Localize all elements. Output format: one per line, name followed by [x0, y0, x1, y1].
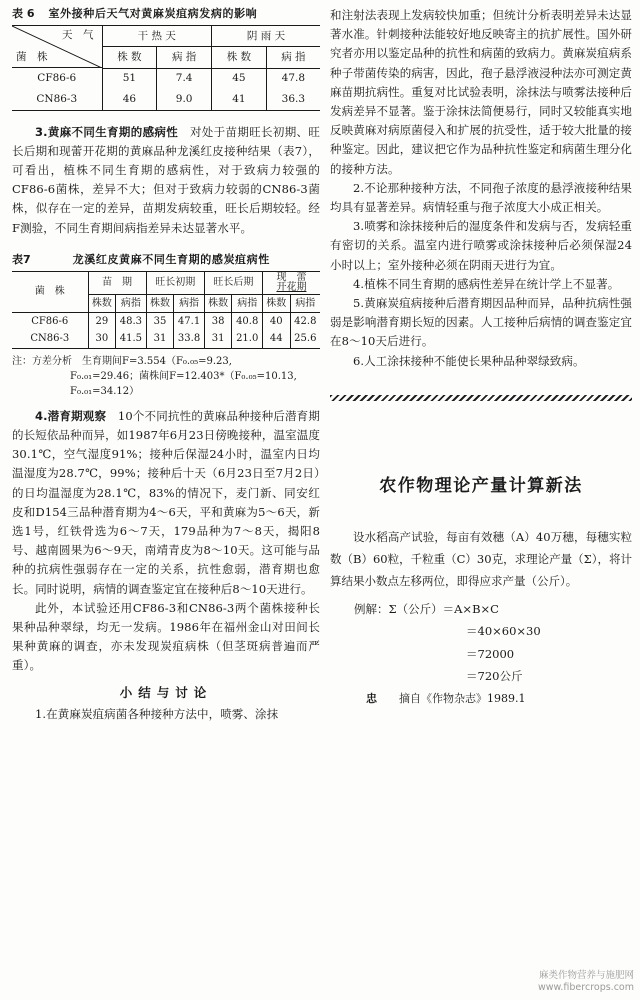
table7-note [12, 354, 320, 399]
paragraph-summary-3: 3.喷雾和涂抹接种后的湿度条件和发病与否，发病轻重有密切的关系。温室内进行喷雾或涂抹接种后必须保湿24小时以上；室外接种必须在阴雨天进行为宜。 [330, 219, 632, 272]
article-title: 农作物理论产量计算新法 [379, 475, 583, 496]
table7-col-strain: 菌 株 [12, 271, 88, 312]
table7-note-line: F₀.₀₁=29.46；菌株间F=12.403*（F₀.₀₅=10.13, [70, 370, 297, 382]
table6-label: 表 6 [12, 7, 35, 20]
table7-col-count: 株数 [88, 294, 116, 312]
table6-cell: 7.4 [157, 68, 212, 89]
table7-cell: 40.8 [232, 312, 262, 330]
table6-corner [12, 26, 102, 68]
table6-group-dry: 干 热 天 [102, 26, 212, 47]
table7-col-count: 株数 [146, 294, 174, 312]
equation-line: ＝720公斤 [466, 669, 523, 684]
right-column [330, 6, 632, 706]
table-row [12, 312, 320, 330]
table6-cell: 45 [212, 68, 267, 89]
paragraph-text: 对处于苗期旺长初期、旺长后期和现蕾开花期的黄麻品种龙溪红皮接种结果（表7），可看出，植株不同生育期的感病性，对于致病力较强的CF86-6菌株，差异不大；但对于致病力较弱的CN86-3菌株，似存在一定的差异，苗期发病较重，旺长后期较轻。经F测验，不同生育期间病指差异未达显著水平。 [12, 124, 320, 235]
paragraph-additional: 此外，本试验还用CF86-3和CN86-3两个菌株接种长果种品种翠绿，均无一发病。1986年在福州金山对田间长果种黄麻的调查，亦未发现炭疽病株（但茎斑病普遍而严重）。 [12, 600, 320, 673]
table7-cell: 44 [262, 330, 290, 348]
table7-cell: 47.1 [174, 312, 204, 330]
table6-corner-strain: 菌 株 [16, 51, 48, 63]
table7-caption [12, 252, 320, 268]
table7-group-seedling: 苗 期 [88, 271, 146, 294]
table7-group-early-growth: 旺长初期 [146, 271, 204, 294]
table6-col-index: 病 指 [157, 47, 212, 68]
table6-col-count: 株 数 [102, 47, 157, 68]
article-body: 设水稻高产试验，每亩有效穗（A）40万穗，每穗实粒数（B）60粒，千粒重（C）30克，求理论产量（Σ），将计算结果小数点左移两位，即得应求产量（公斤）。 [330, 529, 632, 588]
table6-title: 室外接种后天气对黄麻炭疽病发病的影响 [48, 7, 258, 20]
paragraph-incubation [12, 407, 320, 599]
table7-cell: 40 [262, 312, 290, 330]
paragraph-summary-2: 2.不论那种接种方法，不同孢子浓度的悬浮液接种结果均具有显著差异。病情轻重与孢子浓度大小成正相关。 [330, 180, 632, 215]
table7-label: 表7 [12, 252, 31, 266]
section-divider [330, 395, 632, 401]
table6-group-rain: 阴 雨 天 [212, 26, 321, 47]
table6-cell: 41 [212, 89, 267, 110]
table6-corner-weather: 天 气 [62, 29, 94, 41]
table7-title: 龙溪红皮黄麻不同生育期的感炭疽病性 [72, 252, 270, 266]
table6-strain: CN86-3 [36, 92, 78, 105]
table7-group-flowering-line2: 开花期 [276, 281, 307, 293]
equation-line: ＝72000 [466, 646, 515, 661]
table7-cell: 25.6 [290, 330, 320, 348]
table6-cell: 47.8 [266, 68, 320, 89]
paragraph-text: 10个不同抗性的黄麻品种接种后潜育期的长短依品种而异，如1987年6月23日傍晚接种，温室温度30.1℃，空气湿度91%；接种后保湿24小时，温室内日均温湿度为28.7℃，99%；接种后十天（6月23日至7月2日）的日均温湿度为28.1℃，83%的情况下，麦门新、同安红皮和D154三品种潜育期为4～6天，平和黄麻为5～6天，新选1号，红铁骨选为6～7天，179品种为7～8天，揭阳8号、越南圆果为6～9天，南靖青皮为8～10天。这可能与品种的抗病性强弱存在一定的关系，抗性愈弱，潜育期也愈长。同时说明，病情的调查鉴定宜在接种后8～10天进行。 [12, 408, 320, 596]
table7-cell: 33.8 [174, 330, 204, 348]
paragraph-summary-4: 4.植株不同生育期的感病性差异在统计学上不显著。 [353, 276, 620, 291]
table7-cell: 29 [88, 312, 116, 330]
table7 [12, 271, 320, 349]
paragraph-heading: 3.黄麻不同生育期的感病性 [35, 124, 179, 139]
article-source-text: 摘自《作物杂志》1989.1 [399, 691, 526, 705]
table7-col-index: 病指 [290, 294, 320, 312]
table6-cell: 9.0 [157, 89, 212, 110]
table7-cell: 21.0 [232, 330, 262, 348]
table7-cell: 41.5 [116, 330, 146, 348]
table7-col-count: 株数 [204, 294, 232, 312]
section-title-summary: 小结与讨论 [119, 684, 213, 700]
article-author: 忠 [366, 691, 377, 705]
table7-group-flowering-line1: 现 蕾 [276, 271, 307, 283]
paragraph-summary-1: 1.在黄麻炭疽病菌各种接种方法中，喷雾、涂抹 [35, 706, 279, 721]
table7-cell: 31 [204, 330, 232, 348]
worked-example [330, 598, 632, 688]
table7-group-flowering [262, 271, 320, 294]
equation-line: ＝40×60×30 [466, 624, 541, 639]
table7-strain: CF86-6 [31, 315, 69, 327]
paragraph-summary-5: 5.黄麻炭疽病接种后潜育期因品种而异，品种抗病性强弱是影响潜育期长短的因素。人工接种后病情的调查鉴定宜在8～10天后进行。 [330, 296, 632, 349]
table7-col-index: 病指 [174, 294, 204, 312]
table7-col-count: 株数 [262, 294, 290, 312]
table6-col-index: 病 指 [266, 47, 320, 68]
table7-cell: 30 [88, 330, 116, 348]
watermark-url: www.fibercrops.com [537, 982, 634, 993]
table7-col-index: 病指 [116, 294, 146, 312]
table7-cell: 48.3 [116, 312, 146, 330]
table6-caption [12, 6, 320, 22]
paragraph-heading: 4.潜育期观察 [35, 408, 107, 423]
table7-strain: CN86-3 [30, 333, 70, 345]
table7-group-late-growth: 旺长后期 [204, 271, 262, 294]
left-column [12, 6, 320, 724]
table6-cell: 36.3 [266, 89, 320, 110]
table7-cell: 38 [204, 312, 232, 330]
equation-line [354, 598, 632, 621]
table7-cell: 42.8 [290, 312, 320, 330]
article-source [330, 690, 632, 706]
table6-cell: 51 [102, 68, 157, 89]
table-row [12, 68, 320, 89]
table6 [12, 25, 320, 111]
paragraph-continued: 和注射法表现上发病较快加重；但统计分析表明差异未达显著水准。针刺接种法能较好地反映寄主的抗扩展性。国外研究者亦用以鉴定品种的抗性和病菌的致病力。黄麻炭疽病系种子带菌传染的病害，因此，孢子悬浮液浸种法亦可测定黄麻苗期抗病性。重复对比试验表明，涂抹法与喷雾法接种后发病差异不显著。鉴于涂抹法简便易行，同时又较能真实地反映黄麻对病原菌侵入和扩展的抗受性，适于较大批量的接种鉴定。因此，建议把它作为品种抗性鉴定和病菌生理分化的接种方法。 [330, 8, 632, 176]
table-row [12, 330, 320, 348]
equation: Σ（公斤）＝A×B×C [388, 601, 499, 616]
example-label: 例解： [354, 601, 389, 616]
table-row [12, 89, 320, 110]
table7-note-line: 注：方差分析 生育期间F=3.554（F₀.₀₅=9.23, [12, 355, 232, 367]
table7-cell: 31 [146, 330, 174, 348]
table6-cell: 46 [102, 89, 157, 110]
table7-col-index: 病指 [232, 294, 262, 312]
paragraph-growth-stage [12, 123, 320, 238]
table6-corner-cell [12, 26, 102, 69]
table6-strain: CF86-6 [37, 72, 77, 84]
watermark [538, 970, 634, 994]
table7-cell: 35 [146, 312, 174, 330]
table7-note-line: F₀.₀₁=34.12） [70, 385, 140, 397]
watermark-line: 麻类作物营养与施肥网 [538, 970, 634, 981]
table6-col-count: 株 数 [212, 47, 267, 68]
paragraph-summary-6: 6.人工涂抹接种不能使长果种品种翠绿致病。 [353, 353, 585, 368]
